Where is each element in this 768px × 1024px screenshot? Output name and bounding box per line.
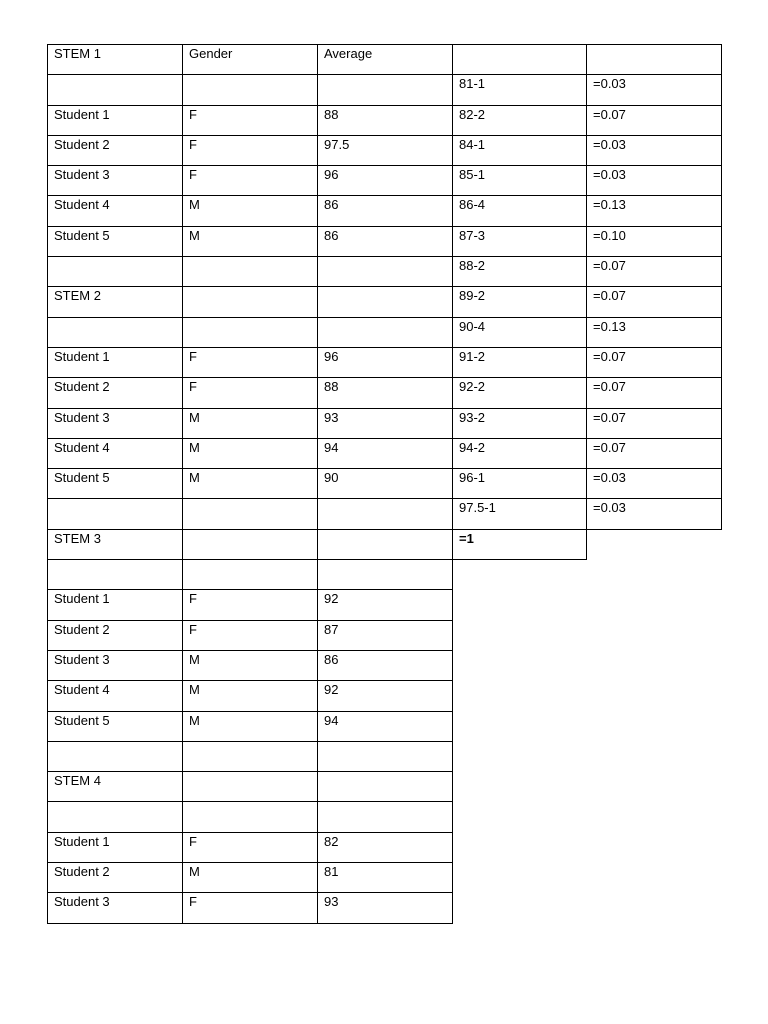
cell-text: M [189, 682, 200, 698]
table-cell [453, 347, 587, 377]
table-cell [318, 196, 453, 226]
table-cell [318, 772, 453, 802]
table-cell [48, 45, 183, 75]
cell-text: =0.07 [593, 106, 626, 122]
cell-text: Student 5 [54, 470, 110, 486]
empty-area [587, 590, 722, 620]
empty-area [587, 560, 722, 590]
cell-text [324, 772, 452, 773]
table-row [48, 408, 722, 438]
table-cell [183, 378, 318, 408]
empty-area [453, 560, 587, 590]
cell-text [189, 802, 317, 803]
cell-text: Student 3 [54, 167, 110, 183]
cell-text: F [189, 894, 197, 910]
table-cell [48, 832, 183, 862]
cell-text [459, 45, 586, 46]
cell-text [189, 499, 317, 500]
table-row [48, 529, 722, 559]
table-cell [48, 317, 183, 347]
cell-text: 94 [324, 439, 339, 455]
cell-text [54, 560, 182, 561]
table-cell [318, 226, 453, 256]
cell-text: F [189, 833, 197, 849]
empty-area [453, 802, 587, 832]
cell-text: 82 [324, 833, 339, 849]
cell-text: =0.10 [593, 227, 626, 243]
table-cell [183, 802, 318, 832]
table-cell [587, 226, 722, 256]
cell-text: Student 1 [54, 591, 110, 607]
table-cell [587, 75, 722, 105]
empty-area [453, 620, 587, 650]
table-cell [183, 196, 318, 226]
table-cell [183, 560, 318, 590]
table-cell [318, 802, 453, 832]
empty-area [587, 529, 722, 559]
table-cell [318, 650, 453, 680]
table-cell [183, 469, 318, 499]
table-cell [318, 832, 453, 862]
cell-text: Student 3 [54, 409, 110, 425]
table-row [48, 105, 722, 135]
cell-text [189, 560, 317, 561]
cell-text [189, 75, 317, 76]
table-cell [453, 438, 587, 468]
table-cell [587, 347, 722, 377]
table-cell [183, 863, 318, 893]
table-cell [48, 408, 183, 438]
cell-text: =0.07 [593, 258, 626, 274]
table-cell [453, 226, 587, 256]
empty-area [587, 650, 722, 680]
cell-text [189, 318, 317, 319]
cell-text: =0.07 [593, 439, 626, 455]
table-cell [183, 226, 318, 256]
table-cell [48, 196, 183, 226]
table-cell [183, 257, 318, 287]
table-cell [183, 499, 318, 529]
cell-text [54, 802, 182, 803]
cell-text [324, 802, 452, 803]
cell-text: 94 [324, 712, 339, 728]
table-row [48, 135, 722, 165]
cell-text: M [189, 227, 200, 243]
table-cell [318, 681, 453, 711]
table-cell [587, 105, 722, 135]
cell-text [54, 742, 182, 743]
table-cell [183, 135, 318, 165]
cell-text: 93 [324, 894, 339, 910]
empty-area [587, 832, 722, 862]
cell-text: =0.07 [593, 288, 626, 304]
empty-area [453, 863, 587, 893]
table-row [48, 681, 722, 711]
table-row [48, 711, 722, 741]
table-cell [453, 166, 587, 196]
empty-area [587, 741, 722, 771]
table-cell [587, 257, 722, 287]
cell-text: Student 4 [54, 439, 110, 455]
cell-text [54, 499, 182, 500]
table-cell [318, 135, 453, 165]
cell-text: Average [324, 46, 373, 61]
table-cell [453, 75, 587, 105]
table-cell [48, 287, 183, 317]
table-cell [318, 166, 453, 196]
cell-text: STEM 4 [54, 773, 101, 789]
cell-text: =0.03 [593, 136, 626, 152]
table-cell [453, 529, 587, 559]
cell-text: =0.03 [593, 470, 626, 486]
table-cell [183, 287, 318, 317]
cell-text: 94-2 [459, 439, 486, 455]
table-cell [318, 711, 453, 741]
table-cell [318, 105, 453, 135]
cell-text: Student 2 [54, 136, 110, 152]
cell-text: 86 [324, 227, 339, 243]
cell-text: 85-1 [459, 167, 486, 183]
cell-text [54, 75, 182, 76]
cell-text: Student 1 [54, 106, 110, 122]
cell-text [324, 530, 452, 531]
cell-text: M [189, 409, 200, 425]
table-cell [453, 135, 587, 165]
cell-text: Student 5 [54, 712, 110, 728]
cell-text: M [189, 712, 200, 728]
cell-text [593, 45, 721, 46]
table-cell [587, 469, 722, 499]
cell-text: 92 [324, 682, 339, 698]
cell-text: 96 [324, 167, 339, 183]
cell-text: STEM 1 [54, 46, 101, 61]
table-cell [183, 347, 318, 377]
cell-text: M [189, 197, 200, 213]
table-cell [183, 711, 318, 741]
table-row [48, 650, 722, 680]
table-cell [453, 408, 587, 438]
cell-text: Student 1 [54, 348, 110, 364]
table-cell [183, 772, 318, 802]
table-row [48, 75, 722, 105]
table-cell [48, 226, 183, 256]
empty-area [587, 772, 722, 802]
cell-text: 92 [324, 591, 339, 607]
cell-text: M [189, 864, 200, 880]
cell-text: Student 3 [54, 651, 110, 667]
empty-area [453, 832, 587, 862]
cell-text: 88-2 [459, 258, 486, 274]
empty-area [453, 893, 587, 923]
table-row [48, 560, 722, 590]
table-cell [183, 317, 318, 347]
table-cell [48, 257, 183, 287]
table-cell [48, 772, 183, 802]
cell-text: =0.13 [593, 318, 626, 334]
table-cell [48, 681, 183, 711]
cell-text: Gender [189, 46, 233, 61]
table-cell [453, 257, 587, 287]
cell-text: 97.5-1 [459, 500, 496, 516]
table-cell [453, 469, 587, 499]
cell-text: Student 5 [54, 227, 110, 243]
table-cell [183, 832, 318, 862]
cell-text [324, 499, 452, 500]
cell-text: 90 [324, 470, 339, 486]
table-cell [587, 378, 722, 408]
table-cell [183, 438, 318, 468]
table-row [48, 287, 722, 317]
table-row [48, 741, 722, 771]
table-cell [453, 287, 587, 317]
table-cell [48, 438, 183, 468]
table-row [48, 347, 722, 377]
cell-text: =0.07 [593, 348, 626, 364]
table-cell [587, 166, 722, 196]
table-cell [183, 650, 318, 680]
empty-area [453, 741, 587, 771]
table-cell [318, 529, 453, 559]
table-cell [48, 469, 183, 499]
table-cell [48, 105, 183, 135]
table-row [48, 469, 722, 499]
table-cell [183, 45, 318, 75]
table-cell [48, 75, 183, 105]
cell-text: STEM 3 [54, 530, 101, 546]
table-cell [318, 893, 453, 923]
table-cell [453, 317, 587, 347]
cell-text: =0.03 [593, 500, 626, 516]
table-cell [318, 438, 453, 468]
cell-text: 87-3 [459, 227, 486, 243]
table-cell [453, 196, 587, 226]
table-cell [48, 135, 183, 165]
cell-text: M [189, 651, 200, 667]
empty-area [587, 893, 722, 923]
cell-text: 93-2 [459, 409, 486, 425]
cell-text: Student 4 [54, 682, 110, 698]
cell-text: 92-2 [459, 379, 486, 395]
cell-text: Student 2 [54, 379, 110, 395]
table-row [48, 499, 722, 529]
cell-text: F [189, 167, 197, 183]
cell-text: 81-1 [459, 76, 486, 92]
table-body [48, 45, 722, 924]
table-cell [48, 560, 183, 590]
table-cell [318, 347, 453, 377]
table-row [48, 317, 722, 347]
table-cell [318, 590, 453, 620]
cell-text: =0.03 [593, 76, 626, 92]
cell-text [189, 257, 317, 258]
cell-text: 89-2 [459, 288, 486, 304]
cell-text [324, 287, 452, 288]
table-row [48, 226, 722, 256]
cell-text: F [189, 379, 197, 395]
cell-text: 96 [324, 348, 339, 364]
table-cell [587, 438, 722, 468]
table-row [48, 166, 722, 196]
cell-text: F [189, 348, 197, 364]
cell-text: STEM 2 [54, 288, 101, 304]
table-cell [48, 499, 183, 529]
table-cell [318, 378, 453, 408]
table-cell [48, 590, 183, 620]
cell-text: Student 2 [54, 864, 110, 880]
cell-text: M [189, 470, 200, 486]
table-row [48, 772, 722, 802]
table-cell [318, 408, 453, 438]
table-cell [587, 499, 722, 529]
empty-area [453, 650, 587, 680]
table-row [48, 802, 722, 832]
table-cell [318, 560, 453, 590]
empty-area [453, 590, 587, 620]
table-row [48, 45, 722, 75]
cell-text: =1 [459, 530, 474, 546]
table-cell [587, 45, 722, 75]
table-row [48, 196, 722, 226]
cell-text: 86 [324, 197, 339, 213]
table-cell [183, 75, 318, 105]
cell-text: Student 4 [54, 197, 110, 213]
table-cell [587, 135, 722, 165]
table-cell [587, 196, 722, 226]
cell-text: =0.07 [593, 409, 626, 425]
cell-text [324, 75, 452, 76]
cell-text: F [189, 621, 197, 637]
empty-area [587, 620, 722, 650]
cell-text [324, 257, 452, 258]
cell-text: 86 [324, 651, 339, 667]
table-cell [48, 166, 183, 196]
cell-text: Student 1 [54, 833, 110, 849]
table-cell [318, 257, 453, 287]
table-cell [48, 802, 183, 832]
table-cell [183, 590, 318, 620]
table-cell [48, 620, 183, 650]
table-row [48, 893, 722, 923]
empty-area [453, 711, 587, 741]
cell-text [189, 772, 317, 773]
table-cell [183, 893, 318, 923]
table-cell [48, 378, 183, 408]
cell-text: 84-1 [459, 136, 486, 152]
table-cell [318, 620, 453, 650]
table-cell [48, 347, 183, 377]
cell-text: 88 [324, 106, 339, 122]
table-cell [183, 741, 318, 771]
table-cell [318, 863, 453, 893]
table-cell [48, 741, 183, 771]
table-cell [183, 620, 318, 650]
table-row [48, 590, 722, 620]
table-cell [453, 45, 587, 75]
cell-text: =0.13 [593, 197, 626, 213]
cell-text: 88 [324, 379, 339, 395]
cell-text: 86-4 [459, 197, 486, 213]
empty-area [453, 681, 587, 711]
table-cell [587, 408, 722, 438]
cell-text: F [189, 136, 197, 152]
table-cell [318, 75, 453, 105]
cell-text [189, 287, 317, 288]
cell-text: 93 [324, 409, 339, 425]
empty-area [453, 772, 587, 802]
table-cell [183, 166, 318, 196]
cell-text: 87 [324, 621, 339, 637]
cell-text [54, 257, 182, 258]
table-cell [453, 499, 587, 529]
cell-text: F [189, 106, 197, 122]
table-row [48, 438, 722, 468]
cell-text [189, 742, 317, 743]
table-cell [318, 499, 453, 529]
table-cell [48, 650, 183, 680]
cell-text [324, 560, 452, 561]
table-cell [48, 893, 183, 923]
table-row [48, 257, 722, 287]
cell-text [324, 318, 452, 319]
table-cell [587, 317, 722, 347]
table-cell [318, 317, 453, 347]
stem-averages-table [47, 44, 722, 924]
table-cell [318, 45, 453, 75]
table-cell [48, 711, 183, 741]
table-cell [318, 741, 453, 771]
table-cell [318, 469, 453, 499]
cell-text: 81 [324, 864, 339, 880]
table-cell [453, 378, 587, 408]
empty-area [587, 711, 722, 741]
cell-text [324, 742, 452, 743]
cell-text: 90-4 [459, 318, 486, 334]
table-cell [48, 529, 183, 559]
cell-text: =0.07 [593, 379, 626, 395]
table-cell [48, 863, 183, 893]
empty-area [587, 802, 722, 832]
table-cell [183, 681, 318, 711]
table-cell [318, 287, 453, 317]
cell-text [189, 530, 317, 531]
cell-text: F [189, 591, 197, 607]
cell-text: 97.5 [324, 136, 350, 152]
cell-text: Student 3 [54, 894, 110, 910]
table-cell [183, 529, 318, 559]
table-cell [587, 287, 722, 317]
empty-area [587, 863, 722, 893]
table-cell [183, 105, 318, 135]
cell-text: M [189, 439, 200, 455]
table-cell [183, 408, 318, 438]
empty-area [587, 681, 722, 711]
cell-text: 82-2 [459, 106, 486, 122]
cell-text: Student 2 [54, 621, 110, 637]
cell-text [54, 318, 182, 319]
cell-text: =0.03 [593, 167, 626, 183]
table-cell [453, 105, 587, 135]
table-row [48, 832, 722, 862]
table-row [48, 620, 722, 650]
table-row [48, 378, 722, 408]
cell-text: 91-2 [459, 348, 486, 364]
table-row [48, 863, 722, 893]
cell-text: 96-1 [459, 470, 486, 486]
